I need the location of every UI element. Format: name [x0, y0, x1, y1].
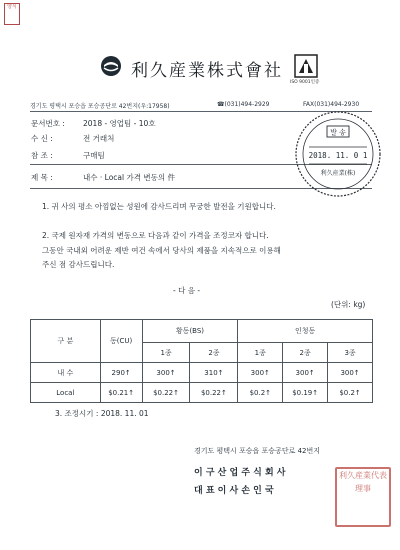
row-label: 내 수 — [31, 363, 101, 383]
company-address: 경기도 평택시 포승읍 포승공단로 42번지(우:17958) — [30, 103, 170, 110]
paragraph-2-line-2: 그동안 국내외 어려운 제반 여건 속에서 당사의 제품을 지속적으로 이용해 — [42, 246, 281, 255]
subject-label: 제 목 : — [31, 173, 53, 182]
paragraph-2-line-3: 주신 점 감사드립니다. — [42, 260, 115, 269]
company-logo-icon — [100, 55, 122, 77]
footer-address: 경기도 평택시 포승읍 포승공단로 42번지 — [194, 447, 320, 455]
subject-value: 내수 · Local 가격 변동의 件 — [83, 173, 175, 182]
certification-label: ISO 9001인증 — [290, 80, 320, 85]
table-row — [31, 363, 373, 383]
cell-phosphor-1: $0.2↑ — [238, 383, 283, 403]
cell-phosphor-1: 300↑ — [238, 363, 283, 383]
corner-stamp: 양식 — [4, 3, 20, 25]
subheader-phosphor-1: 1종 — [238, 343, 283, 363]
dispatch-stamp — [293, 109, 383, 199]
certification-mark-icon — [294, 54, 318, 80]
recipient-label: 수 신 : — [31, 134, 53, 143]
cell-brass-2: 310↑ — [190, 363, 238, 383]
subheader-phosphor-3: 3종 — [328, 343, 373, 363]
cell-phosphor-3: 300↑ — [328, 363, 373, 383]
subheader-brass-1: 1종 — [142, 343, 190, 363]
cc-label: 참 조 : — [31, 151, 53, 160]
cell-phosphor-3: $0.2↑ — [328, 383, 373, 403]
section-title: - 다 음 - — [173, 286, 201, 295]
company-seal: 利久産業代表理事 — [335, 467, 391, 527]
price-table — [30, 319, 373, 403]
subheader-phosphor-2: 2종 — [283, 343, 328, 363]
table-header-row — [31, 320, 373, 343]
subheader-brass-2: 2종 — [190, 343, 238, 363]
cell-copper: $0.21↑ — [100, 383, 142, 403]
cell-copper: 290↑ — [100, 363, 142, 383]
header-category: 구 분 — [31, 320, 101, 363]
cell-phosphor-2: $0.19↑ — [283, 383, 328, 403]
cell-brass-1: $0.22↑ — [142, 383, 190, 403]
stamp-bottom-text: 利久産業(株) — [320, 170, 356, 177]
footer-company: 이 구 산 업 주 식 회 사 — [194, 468, 286, 478]
table-row — [31, 383, 373, 403]
paragraph-1: 1. 귀 사의 평소 아낌없는 성원에 감사드리며 무궁한 발전을 기원합니다. — [42, 202, 276, 211]
cell-phosphor-2: 300↑ — [283, 363, 328, 383]
stamp-top-text: 발 송 — [330, 128, 346, 137]
company-fax: FAX(031)494-2930 — [303, 101, 360, 108]
company-name: 利久産業株式會社 — [131, 61, 283, 81]
recipient-value: 전 거래처 — [83, 134, 115, 143]
company-phone: ☎(031)494-2929 — [217, 101, 270, 108]
unit-label: (단위: kg) — [331, 300, 366, 309]
adjustment-date: 3. 조정시기 : 2018. 11. 01 — [55, 409, 149, 418]
footer-ceo: 대 표 이 사 손 인 국 — [194, 486, 274, 496]
header-phosphor-bronze: 인청동 — [238, 320, 373, 343]
cell-brass-1: 300↑ — [142, 363, 190, 383]
doc-no-label: 문서번호 : — [31, 119, 65, 128]
cc-value: 구매팀 — [83, 151, 105, 160]
header-copper: 동(CU) — [100, 320, 142, 363]
row-label: Local — [31, 383, 101, 403]
cell-brass-2: $0.22↑ — [190, 383, 238, 403]
doc-no-value: 2018 - 영업팀 - 10호 — [83, 119, 156, 128]
paragraph-2-line-1: 2. 국제 원자재 가격의 변동으로 다음과 같이 가격을 조정코자 합니다. — [42, 231, 269, 240]
stamp-date: 2018. 11. 0 1 — [308, 151, 368, 160]
header-brass: 황동(BS) — [142, 320, 238, 343]
